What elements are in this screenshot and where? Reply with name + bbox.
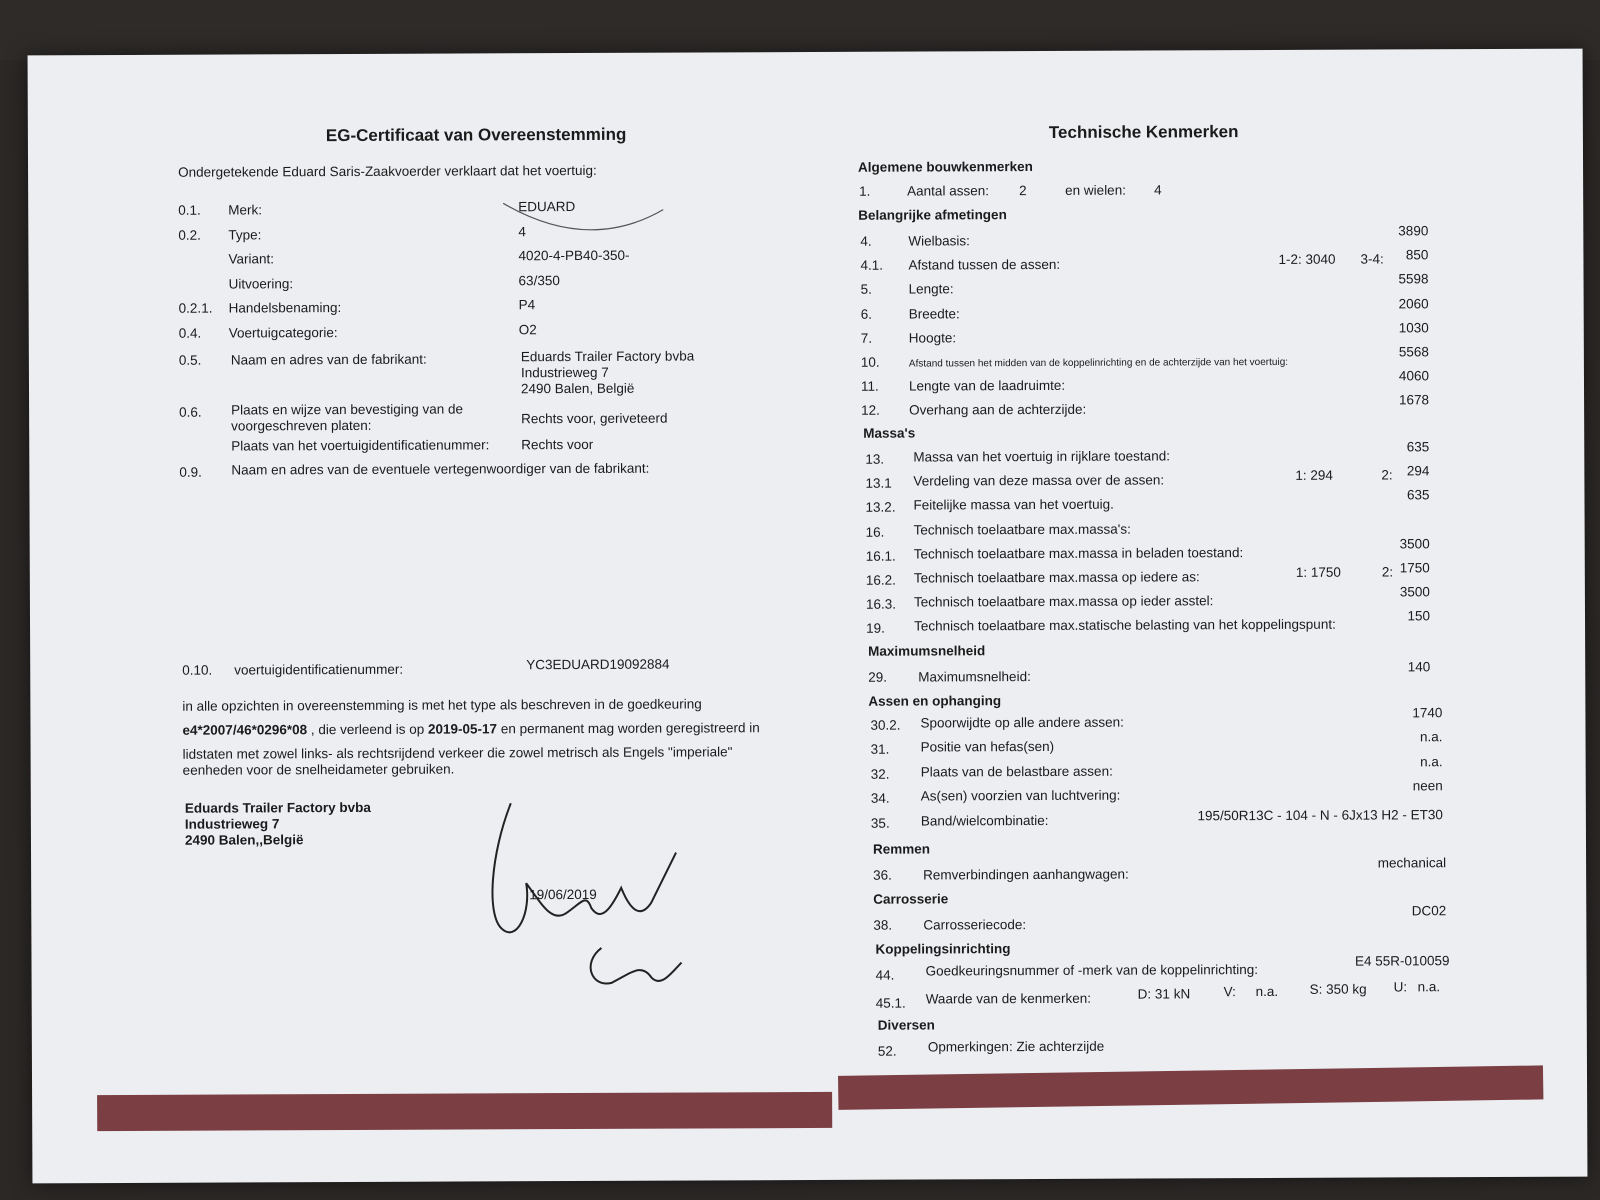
mass-label: Technisch toelaatbare max.massa op ieder asstel: [913,593,1214,610]
row-value: 4020-4-PB40-350- [518,247,630,264]
row-label: Merk: [228,202,263,218]
conformity-mid-1: , die verleend is op [310,721,425,738]
section-axes: Assen en ophanging [868,693,1002,709]
dim-num: 7. [860,330,873,346]
manufacturer-label: Naam en adres van de fabrikant: [230,351,427,368]
axle-num: 32. [870,766,890,782]
mass-num: 13.2. [865,500,896,516]
mass-value: 3500 [1399,584,1430,600]
mass-label: Technisch toelaatbare max.massa in beladen toestand: [913,544,1244,562]
dim-label: Wielbasis: [908,233,970,249]
row-value: P4 [518,297,536,313]
section-misc: Diversen [877,1017,935,1033]
mass-value: 150 [1407,608,1431,624]
row-num: 0.1. [178,202,201,218]
manufacturer-street: Industrieweg 7 [520,364,609,381]
row-label: Variant: [228,251,275,267]
values-v-label: V: [1223,984,1236,1000]
dim-label: Hoogte: [908,330,957,346]
row-label: Uitvoering: [228,275,294,292]
company-name: Eduards Trailer Factory bvba [184,799,371,816]
mass-label: Technisch toelaatbare max.statische belasting van het koppelingspunt: [914,617,1336,634]
dim-value: 2060 [1398,295,1429,312]
coupling-value: E4 55R-010059 [1354,953,1450,969]
vin-label: voertuigidentificatienummer: [234,661,404,678]
section-speed: Maximumsnelheid [868,643,986,659]
section-general: Algemene bouwkenmerken [858,159,1033,175]
dim-num: 4. [860,233,872,249]
dim-label: Afstand tussen de assen: [908,257,1061,273]
vin-location-label: Plaats van het voertuigidentificatienummer: [231,437,490,454]
mass-num: 16.1. [865,548,896,564]
values-v: n.a. [1255,983,1279,1000]
conformity-line-3: lidstaten met zowel links- als rechtsrijdend verkeer die zowel metrisch als Engels "imperiale" [182,744,733,762]
axles-num: 1. [859,183,871,199]
body-num: 38. [873,917,893,933]
axle-label: Spoorwijdte op alle andere assen: [920,714,1124,731]
axle-label: As(sen) voorzien van luchtvering: [920,787,1121,804]
mass-label: Feitelijke massa van het voertuig. [913,497,1114,513]
row-value: 4 [518,223,526,239]
misc-value: Zie achterzijde [1016,1038,1105,1055]
signature-date: 19/06/2019 [529,886,597,903]
speed-label: Maximumsnelheid: [918,669,1031,685]
company-street: Industrieweg 7 [184,816,280,832]
body-value: DC02 [1411,903,1447,919]
row-num: 0.4. [178,325,202,341]
plates-label-2: voorgeschreven platen: [231,417,372,434]
conformity-line-4: eenheden voor de snelheidameter gebruiken. [182,761,455,778]
right-title: Technische Kenmerken [1048,122,1239,142]
vin-num: 0.10. [182,662,213,678]
values-label: Waarde van de kenmerken: [925,990,1092,1007]
dim-value: 4060 [1398,368,1429,384]
section-brakes: Remmen [872,841,931,857]
dim-extra-label: 3-4: [1360,251,1384,267]
dim-value: 1030 [1398,320,1429,336]
brakes-value: mechanical [1377,855,1447,871]
dim-label: Breedte: [908,305,960,322]
values-u: n.a. [1417,979,1441,995]
body-label: Carrosseriecode: [923,917,1027,933]
axle-label: Positie van hefas(sen) [920,739,1055,755]
bottom-bar-left [97,1092,832,1131]
values-s: S: 350 kg [1309,981,1367,997]
axles-label: Aantal assen: [907,183,989,199]
axle-value: neen [1412,778,1443,794]
axle-num: 35. [870,815,890,831]
company-city: 2490 Balen,,België [184,832,304,848]
manufacturer-name: Eduards Trailer Factory bvba [520,348,695,365]
dim-num: 4.1. [860,257,884,273]
rep-num: 0.9. [179,464,202,480]
axle-label: Band/wielcombinatie: [920,812,1049,829]
axle-num: 30.2. [870,717,901,733]
section-mass: Massa's [863,425,916,441]
axle-num: 34. [870,790,890,806]
row-value: 63/350 [518,272,560,288]
coupling-num: 44. [875,967,895,983]
conformity-mid-2: en permanent mag worden geregistreerd in [500,720,760,737]
speed-num: 29. [868,669,888,685]
bottom-bar-right [838,1065,1543,1109]
mass-label: Technisch toelaatbare max.massa op iedere as: [913,569,1200,586]
mass-num: 16.3. [865,596,897,612]
misc-num: 52. [877,1043,897,1059]
rep-label: Naam en adres van de eventuele vertegenwoordiger van de fabrikant: [231,460,650,478]
mass-label: Verdeling van deze massa over de assen: [913,472,1165,489]
misc-label: Opmerkingen: [927,1039,1013,1055]
dim-num: 12. [861,403,880,419]
row-value: EDUARD [518,199,576,215]
mass-label: Massa van het voertuig in rijklare toestand: [913,448,1170,465]
axle-value: 195/50R13C - 104 - N - 6Jx13 H2 - ET30 [1197,806,1443,823]
section-dimensions: Belangrijke afmetingen [858,207,1007,223]
dim-value: 5598 [1398,271,1429,287]
mass-extra-label: 2: [1381,564,1394,580]
axle-value: n.a. [1419,729,1443,745]
row-label: Handelsbenaming: [228,300,342,316]
values-num: 45.1. [875,995,906,1011]
row-value: O2 [518,321,537,337]
coupling-label: Goedkeuringsnummer of -merk van de koppelinrichting: [925,962,1259,979]
axle-value: n.a. [1420,754,1443,770]
mass-value: 1750 [1399,560,1430,576]
values-u-label: U: [1393,979,1408,995]
plates-num: 0.6. [179,404,202,420]
dim-num: 10. [860,354,880,370]
dim-label: Afstand tussen het midden van de koppelinrichting en de achterzijde van het voertuig: [908,356,1289,370]
mass-num: 13.1 [865,475,892,491]
mass-num: 19. [866,621,885,637]
dim-value: 1678 [1398,392,1430,408]
dim-num: 11. [860,378,879,394]
mass-value: 635 [1406,487,1430,503]
dim-extra: 1-2: 3040 [1278,251,1336,268]
mass-num: 13. [865,451,885,467]
row-num: 0.2.1. [178,300,213,316]
dim-value: 850 [1405,247,1429,263]
speed-value: 140 [1407,659,1431,675]
vin-location-value: Rechts voor [521,436,594,453]
manufacturer-num: 0.5. [178,352,202,368]
mass-value: 635 [1406,439,1430,455]
brakes-label: Remverbindingen aanhangwagen: [923,866,1129,883]
mass-extra-label: 2: [1381,467,1393,483]
axle-num: 31. [870,742,890,758]
vin-value: YC3EDUARD19092884 [526,656,670,673]
wheels-value: 4 [1154,182,1162,198]
wheels-label: en wielen: [1065,182,1126,198]
left-title: EG-Certificaat van Overeenstemming [325,124,627,146]
intro-text: Ondergetekende Eduard Saris-Zaakvoerder verklaart dat het voertuig: [178,162,597,180]
plates-label-1: Plaats en wijze van bevestiging van de [231,401,464,418]
approval-number: e4*2007/46*0296*08 [182,722,308,738]
dim-label: Lengte: [908,281,954,297]
dim-label: Overhang aan de achterzijde: [909,402,1087,418]
dim-label: Lengte van de laadruimte: [908,378,1066,394]
axles-value: 2 [1019,183,1027,199]
mass-extra: 1: 294 [1295,467,1333,484]
mass-value: 3500 [1399,536,1430,552]
dim-num: 5. [860,282,872,298]
axle-value: 1740 [1412,705,1443,721]
axle-label: Plaats van de belastbare assen: [920,763,1113,780]
section-body: Carrosserie [873,891,949,907]
brakes-num: 36. [873,867,892,883]
row-label: Type: [228,226,262,243]
row-label: Voertuigcategorie: [228,324,338,341]
section-coupling: Koppelingsinrichting [875,941,1011,957]
conformity-line-1: in alle opzichten in overeenstemming is met het type als beschreven in de goedkeuring [182,696,702,714]
mass-label: Technisch toelaatbare max.massa's: [913,521,1131,538]
manufacturer-city: 2490 Balen, België [520,380,635,397]
approval-date: 2019-05-17 [427,721,498,737]
mass-extra: 1: 1750 [1295,564,1341,580]
values-d: D: 31 kN [1137,986,1191,1002]
mass-num: 16.2. [865,572,896,588]
dim-num: 6. [860,306,872,322]
mass-num: 16. [865,524,885,540]
dim-value: 3890 [1398,223,1429,239]
dim-value: 5568 [1398,344,1429,360]
mass-value: 294 [1406,463,1430,479]
certificate-sheet [28,49,1588,1184]
row-num: 0.2. [178,227,201,243]
plates-value: Rechts voor, geriveteerd [521,410,668,427]
